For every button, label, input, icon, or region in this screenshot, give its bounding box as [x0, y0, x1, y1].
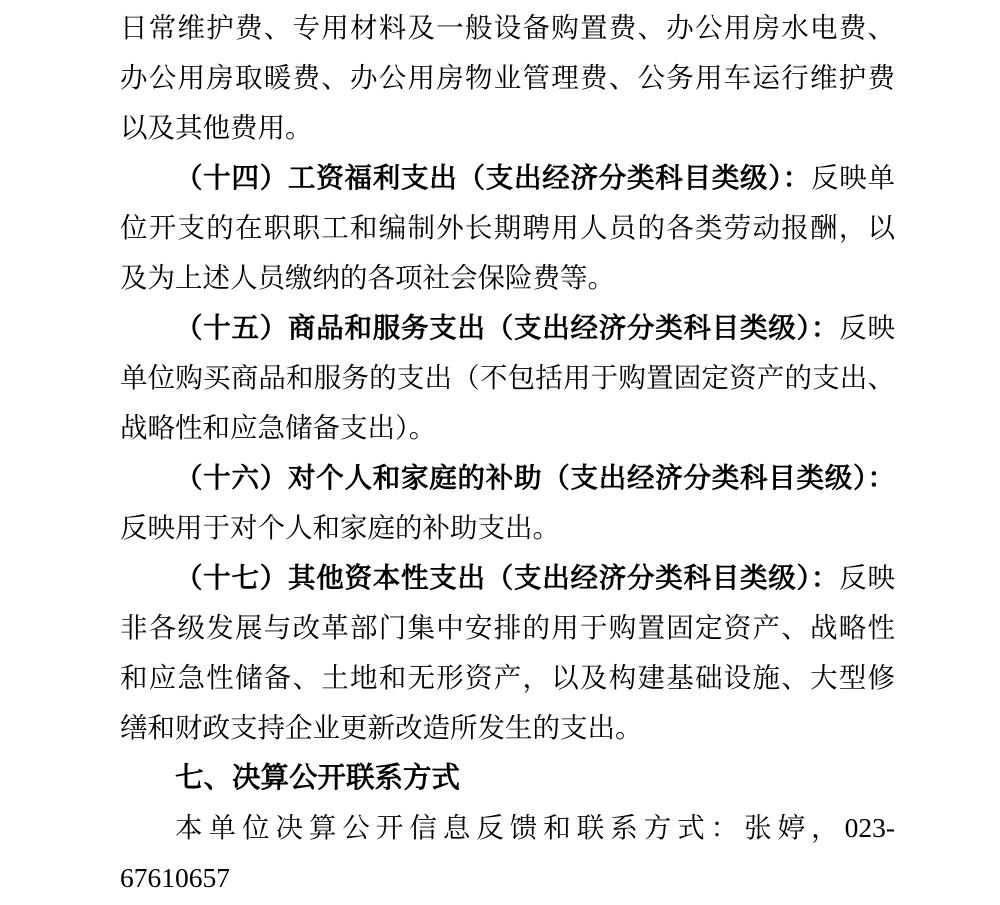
line-text: 本单位决算公开信息反馈和联系方式：张婷，023- [175, 812, 895, 843]
text-line [120, 453, 895, 503]
phone-number-line [120, 853, 895, 903]
line-text: 单位购买商品和服务的支出（不包括用于购置固定资产的支出、 [120, 362, 895, 393]
text-line [120, 103, 895, 153]
line-text: 反映 [839, 312, 895, 343]
text-line [120, 403, 895, 453]
text-line [120, 603, 895, 653]
text-line [120, 653, 895, 703]
text-line [120, 703, 895, 753]
section-heading-text: 七、决算公开联系方式 [175, 762, 461, 794]
line-text: 和应急性储备、土地和无形资产，以及构建基础设施、大型修 [120, 662, 895, 693]
line-bold-text: （十四）工资福利支出（支出经济分类科目类级）： [175, 162, 811, 193]
line-text: 战略性和应急储备支出）。 [120, 412, 437, 443]
text-line [120, 353, 895, 403]
contact-line [120, 803, 895, 853]
line-text: 67610657 [120, 862, 230, 893]
line-text: 非各级发展与改革部门集中安排的用于购置固定资产、战略性 [120, 612, 895, 643]
text-line [120, 53, 895, 103]
line-text: 反映 [839, 562, 895, 593]
text-line [120, 253, 895, 303]
line-text: 反映用于对个人和家庭的补助支出。 [120, 512, 560, 543]
text-line [120, 503, 895, 553]
line-bold-text: （十五）商品和服务支出（支出经济分类科目类级）： [175, 312, 840, 343]
line-text: 日常维护费、专用材料及一般设备购置费、办公用房水电费、 [120, 12, 895, 43]
line-bold-text: （十七）其他资本性支出（支出经济分类科目类级）： [175, 562, 840, 593]
line-bold-text: （十六）对个人和家庭的补助（支出经济分类科目类级）： [175, 462, 895, 493]
text-line [120, 203, 895, 253]
line-text: 缮和财政支持企业更新改造所发生的支出。 [120, 712, 643, 743]
text-line [120, 153, 895, 203]
text-line [120, 553, 895, 603]
text-line [120, 303, 895, 353]
line-text: 办公用房取暖费、办公用房物业管理费、公务用车运行维护费 [120, 62, 895, 93]
line-text: 位开支的在职职工和编制外长期聘用人员的各类劳动报酬，以 [120, 212, 895, 243]
text-line [120, 3, 895, 53]
section-heading [120, 753, 895, 803]
line-text: 及为上述人员缴纳的各项社会保险费等。 [120, 262, 615, 293]
line-text: 反映单 [811, 162, 895, 193]
line-text: 以及其他费用。 [120, 112, 313, 143]
